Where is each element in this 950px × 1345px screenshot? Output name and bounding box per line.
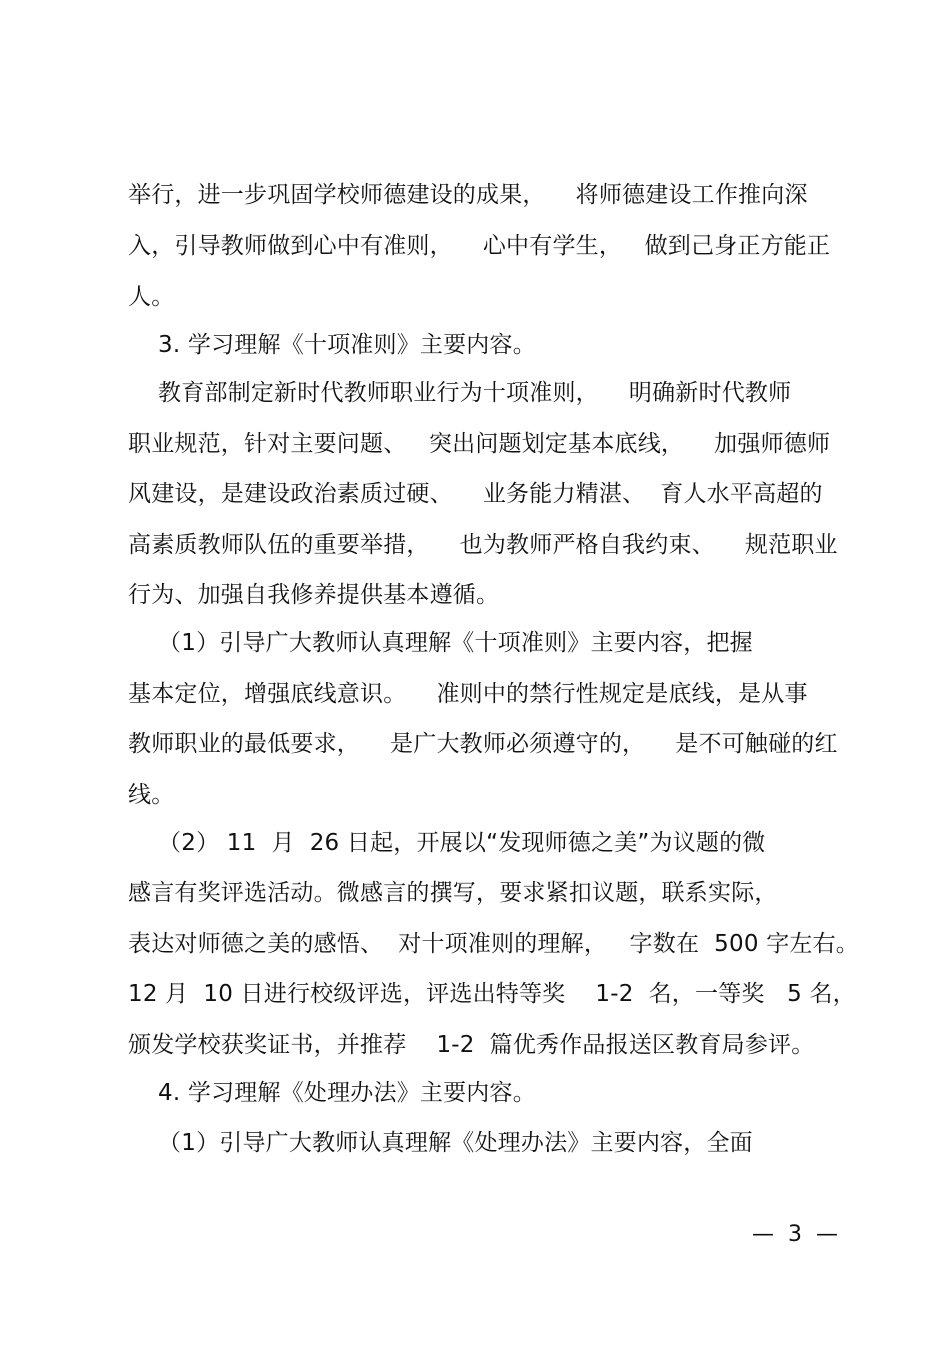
text-line: 12 月 10 日进行校级评选，评选出特等奖 1-2 名，一等奖 5 名， xyxy=(128,981,856,1007)
text-line: 感言有奖评选活动。微感言的撰写，要求紧扣议题，联系实际， xyxy=(128,880,778,906)
text-line: 基本定位，增强底线意识。 准则中的禁行性规定是底线，是从事 xyxy=(128,681,808,707)
text-line: 表达对师德之美的感悟、 对十项准则的理解， 字数在 500 字左右。 xyxy=(128,931,859,957)
section-heading: 4. 学习理解《处理办法》主要内容。 xyxy=(128,1080,536,1106)
text-line: 职业规范，针对主要问题、 突出问题划定基本底线， 加强师德师 xyxy=(128,431,831,457)
text-line: 颁发学校获奖证书，并推荐 1-2 篇优秀作品报送区教育局参评。 xyxy=(128,1032,815,1058)
text-line: （2） 11 月 26 日起，开展以“发现师德之美”为议题的微 xyxy=(128,830,766,856)
text-line: 线。 xyxy=(128,782,175,808)
text-line: 教育部制定新时代教师职业行为十项准则， 明确新时代教师 xyxy=(128,380,792,406)
text-line: （1）引导广大教师认真理解《十项准则》主要内容，把握 xyxy=(128,630,753,656)
text-line: （1）引导广大教师认真理解《处理办法》主要内容，全面 xyxy=(128,1130,753,1156)
text-line: 高素质教师队伍的重要举措， 也为教师严格自我约束、 规范职业 xyxy=(128,532,838,558)
text-line: 举行，进一步巩固学校师德建设的成果， 将师德建设工作推向深 xyxy=(128,182,808,208)
section-heading: 3. 学习理解《十项准则》主要内容。 xyxy=(128,332,536,358)
text-line: 入，引导教师做到心中有准则， 心中有学生， 做到己身正方能正 xyxy=(128,233,831,259)
text-line: 人。 xyxy=(128,284,175,310)
text-line: 风建设，是建设政治素质过硬、 业务能力精湛、 育人水平高超的 xyxy=(128,481,823,507)
text-line: 行为、加强自我修养提供基本遵循。 xyxy=(128,582,500,608)
text-line: 教师职业的最低要求， 是广大教师必须遵守的， 是不可触碰的红 xyxy=(128,731,838,757)
page-number: — 3 — xyxy=(752,1222,838,1247)
